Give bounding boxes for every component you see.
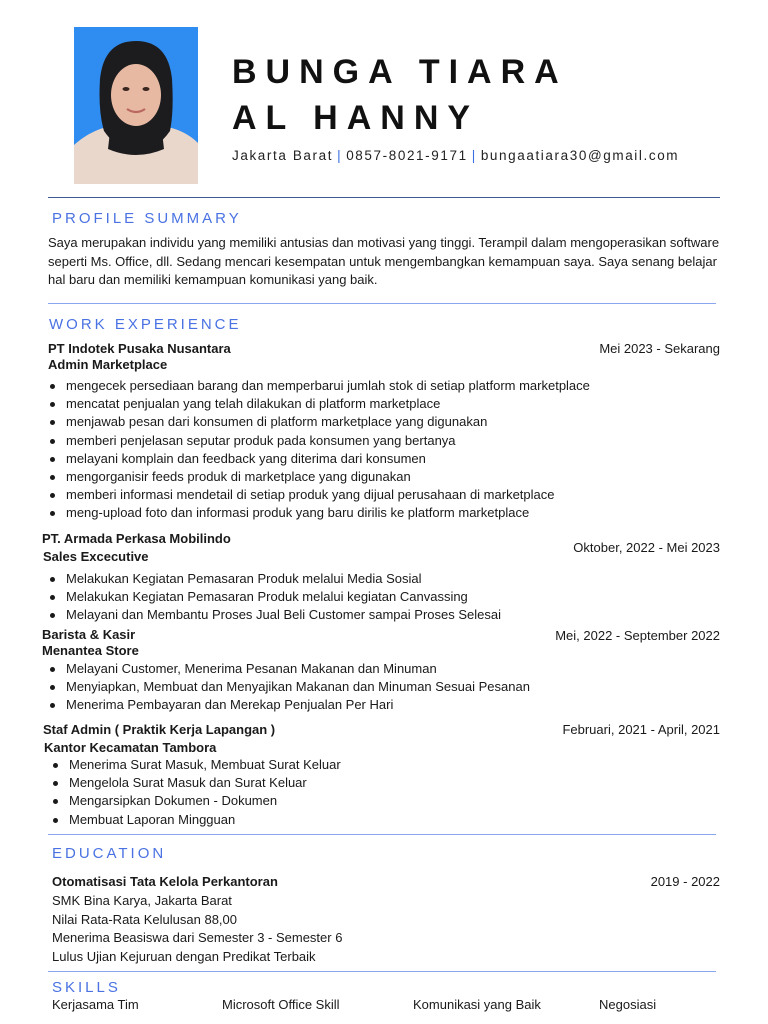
- list-item: memberi penjelasan seputar produk pada konsumen yang bertanya: [47, 432, 590, 450]
- job-date: Februari, 2021 - April, 2021: [562, 722, 720, 737]
- list-item: Menyiapkan, Membuat dan Menyajikan Makanan dan Minuman Sesuai Pesanan: [47, 678, 530, 696]
- email-text: bungaatiara30@gmail.com: [480, 148, 680, 163]
- profile-divider: [48, 303, 716, 304]
- header-divider: [48, 197, 720, 198]
- education-divider: [48, 971, 716, 972]
- list-item: Melayani Customer, Menerima Pesanan Makanan dan Minuman: [47, 660, 530, 678]
- list-item: Mengelola Surat Masuk dan Surat Keluar: [50, 774, 341, 792]
- job-company: PT Indotek Pusaka Nusantara: [48, 341, 231, 356]
- work-heading: WORK EXPERIENCE: [49, 316, 242, 333]
- job-date: Mei 2023 - Sekarang: [599, 341, 720, 356]
- job-role: Admin Marketplace: [48, 357, 168, 372]
- profile-photo: [74, 27, 198, 184]
- skill-item: Microsoft Office Skill: [222, 997, 340, 1012]
- separator: |: [337, 148, 343, 163]
- job-date: Mei, 2022 - September 2022: [555, 628, 720, 643]
- job-company: Staf Admin ( Praktik Kerja Lapangan ): [43, 722, 276, 737]
- work-divider: [48, 834, 716, 835]
- list-item: melayani komplain dan feedback yang diterima dari konsumen: [47, 450, 590, 468]
- phone-text: 0857-8021-9171: [346, 148, 468, 163]
- separator: |: [471, 148, 477, 163]
- job-bullets: [47, 660, 530, 715]
- list-item: mengecek persediaan barang dan memperbarui jumlah stok di setiap platform marketplace: [47, 377, 590, 395]
- contact-line: [232, 148, 679, 163]
- job-company: Barista & Kasir: [42, 627, 136, 642]
- job-role: Sales Excecutive: [43, 549, 149, 564]
- list-item: meng-upload foto dan informasi produk yang baru dirilis ke platform marketplace: [47, 504, 590, 522]
- list-item: memberi informasi mendetail di setiap produk yang dijual perusahaan di marketplace: [47, 486, 590, 504]
- portrait-image: [74, 27, 198, 184]
- skill-item: Kerjasama Tim: [52, 997, 139, 1012]
- list-item: Membuat Laporan Mingguan: [50, 811, 341, 829]
- location-text: Jakarta Barat: [232, 148, 334, 163]
- list-item: Menerima Pembayaran dan Merekap Penjualan Per Hari: [47, 696, 530, 714]
- skills-heading: SKILLS: [52, 979, 121, 996]
- skill-item: Negosiasi: [599, 997, 657, 1012]
- job-company: PT. Armada Perkasa Mobilindo: [42, 531, 231, 546]
- list-item: Menerima Surat Masuk, Membuat Surat Keluar: [50, 756, 341, 774]
- list-item: mengorganisir feeds produk di marketplace yang digunakan: [47, 468, 590, 486]
- profile-heading: PROFILE SUMMARY: [52, 210, 242, 227]
- education-line: Lulus Ujian Kejuruan dengan Predikat Terbaik: [52, 948, 316, 964]
- job-role: Menantea Store: [42, 643, 139, 658]
- job-bullets: [47, 570, 501, 625]
- list-item: Melakukan Kegiatan Pemasaran Produk melalui Media Sosial: [47, 570, 501, 588]
- list-item: Melakukan Kegiatan Pemasaran Produk melalui kegiatan Canvassing: [47, 588, 501, 606]
- job-bullets: [50, 756, 341, 829]
- list-item: Mengarsipkan Dokumen - Dokumen: [50, 792, 341, 810]
- profile-text: Saya merupakan individu yang memiliki antusias dan motivasi yang tinggi. Terampil dalam mengoperasikan software seperti Ms. Office, dll. Sedang mencari kesempatan untuk mengembangkan kemampuan saya. Saya senang belajar hal baru dan memiliki kemampuan komunikasi yang baik.: [48, 235, 720, 287]
- job-role: Kantor Kecamatan Tambora: [44, 740, 217, 755]
- education-program: Otomatisasi Tata Kelola Perkantoran: [52, 874, 278, 889]
- education-line: Nilai Rata-Rata Kelulusan 88,00: [52, 911, 237, 927]
- education-details: [52, 892, 342, 966]
- education-line: SMK Bina Karya, Jakarta Barat: [52, 893, 232, 908]
- list-item: Melayani dan Membantu Proses Jual Beli Customer sampai Proses Selesai: [47, 606, 501, 624]
- education-line: Menerima Beasiswa dari Semester 3 - Semester 6: [52, 930, 343, 945]
- name-line-1: BUNGA TIARA: [232, 53, 568, 91]
- list-item: menjawab pesan dari konsumen di platform marketplace yang digunakan: [47, 413, 590, 431]
- education-date: 2019 - 2022: [650, 874, 720, 889]
- education-heading: EDUCATION: [52, 845, 167, 862]
- list-item: mencatat penjualan yang telah dilakukan di platform marketplace: [47, 395, 590, 413]
- name-line-2: AL HANNY: [232, 99, 480, 137]
- job-bullets: [47, 377, 590, 523]
- skill-item: Komunikasi yang Baik: [413, 997, 541, 1012]
- job-date: Oktober, 2022 - Mei 2023: [573, 540, 720, 555]
